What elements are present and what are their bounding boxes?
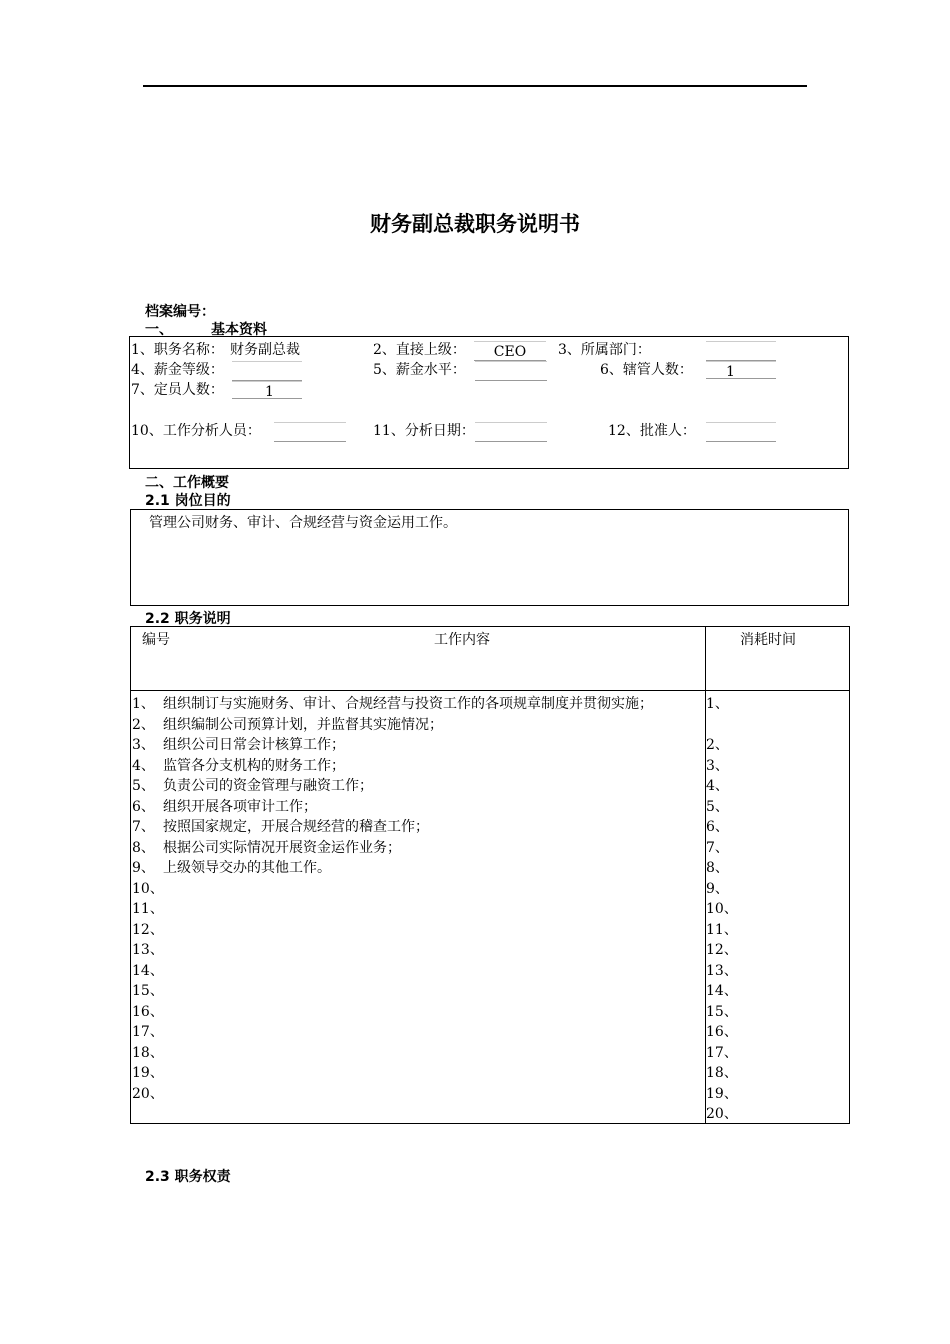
job-name-value: 财务副总裁 — [230, 342, 300, 358]
time-cell: 3、 — [706, 757, 729, 774]
table-row — [132, 920, 703, 941]
task-number: 6、 — [132, 798, 155, 815]
salary-grade-label: 4、薪金等级： — [131, 362, 224, 378]
analyst-field[interactable] — [274, 422, 346, 442]
time-cell: 11、 — [706, 921, 738, 938]
analysis-date-label: 11、分析日期： — [373, 423, 475, 439]
table-row — [132, 981, 703, 1002]
task-text — [163, 961, 703, 982]
task-text — [163, 899, 703, 920]
time-cell: 18、 — [706, 1065, 738, 1081]
time-cell: 6、 — [706, 819, 729, 835]
header-rule — [143, 85, 807, 87]
task-text: 组织公司日常会计核算工作； — [163, 737, 345, 753]
time-cell: 15、 — [706, 1003, 738, 1020]
time-cell: 8、 — [706, 860, 729, 876]
job-name-label: 1、职务名称： — [131, 342, 224, 358]
table-row — [132, 1043, 703, 1064]
section-1-title: 基本资料 — [211, 322, 267, 338]
table-row — [132, 1022, 703, 1043]
time-cell: 2、 — [706, 737, 729, 753]
task-text: 监管各分支机构的财务工作； — [163, 757, 345, 774]
section-2-title: 二、工作概要 — [145, 475, 229, 491]
table-row — [132, 1063, 703, 1084]
table-row — [132, 1084, 703, 1105]
time-cell: 17、 — [706, 1044, 738, 1061]
task-number: 7、 — [132, 819, 155, 835]
task-text — [163, 940, 703, 961]
task-number: 13、 — [132, 942, 164, 958]
table-row — [132, 961, 703, 982]
approver-field[interactable] — [706, 422, 776, 442]
task-text — [163, 1002, 703, 1023]
basic-info-box — [129, 336, 849, 469]
table-row — [132, 715, 703, 736]
task-number: 19、 — [132, 1065, 164, 1081]
task-number: 17、 — [132, 1024, 164, 1040]
task-text: 组织制订与实施财务、审计、合规经营与投资工作的各项规章制度并贯彻实施； — [163, 696, 653, 712]
duties-heading: 2.2 职务说明 — [145, 611, 231, 627]
time-cell: 14、 — [706, 983, 738, 999]
table-row — [132, 838, 703, 859]
table-row — [132, 756, 703, 777]
task-number: 14、 — [132, 962, 164, 979]
time-list — [706, 694, 738, 1125]
task-number: 1、 — [132, 696, 155, 712]
task-text — [163, 1084, 703, 1105]
task-number: 3、 — [132, 737, 155, 753]
time-cell: 16、 — [706, 1024, 738, 1040]
column-header-time: 消耗时间 — [740, 632, 796, 648]
approver-label: 12、批准人： — [608, 423, 696, 439]
task-text: 组织编制公司预算计划，并监督其实施情况； — [163, 716, 443, 733]
salary-level-label: 5、薪金水平： — [373, 362, 466, 378]
task-text — [163, 1063, 703, 1084]
section-1-index: 一、 — [145, 322, 173, 338]
task-number: 18、 — [132, 1044, 164, 1061]
task-list — [132, 694, 703, 1104]
authority-heading: 2.3 职务权责 — [145, 1169, 231, 1185]
salary-level-field[interactable] — [475, 361, 547, 381]
supervisor-field[interactable]: CEO — [474, 341, 546, 361]
task-number: 20、 — [132, 1085, 164, 1102]
time-cell: 19、 — [706, 1085, 738, 1102]
archive-number-label: 档案编号： — [145, 304, 215, 320]
column-header-number: 编号 — [142, 632, 170, 648]
subordinates-label: 6、辖管人数： — [600, 362, 693, 378]
task-number: 11、 — [132, 901, 164, 917]
task-number: 2、 — [132, 716, 155, 733]
task-text — [163, 1022, 703, 1043]
time-cell: 12、 — [706, 942, 738, 958]
task-number: 16、 — [132, 1003, 164, 1020]
time-cell: 1、 — [706, 696, 729, 712]
task-number: 10、 — [132, 880, 164, 897]
time-cell: 10、 — [706, 901, 738, 917]
task-text: 组织开展各项审计工作； — [163, 798, 317, 815]
task-text: 负责公司的资金管理与融资工作； — [163, 778, 373, 794]
time-cell: 7、 — [706, 839, 729, 856]
table-row — [132, 1002, 703, 1023]
time-cell: 4、 — [706, 778, 729, 794]
table-row — [132, 797, 703, 818]
task-number: 9、 — [132, 860, 155, 876]
table-row — [132, 899, 703, 920]
time-cell: 20、 — [706, 1106, 738, 1122]
task-text — [163, 920, 703, 941]
table-row — [132, 694, 703, 715]
headcount-field[interactable]: 1 — [232, 381, 302, 399]
task-number: 4、 — [132, 757, 155, 774]
task-text — [163, 1043, 703, 1064]
purpose-box — [130, 509, 849, 606]
purpose-text: 管理公司财务、审计、合规经营与资金运用工作。 — [149, 515, 457, 531]
task-text — [163, 981, 703, 1002]
task-number: 8、 — [132, 839, 155, 856]
header-divider — [131, 690, 849, 691]
task-text: 上级领导交办的其他工作。 — [163, 860, 331, 876]
task-text — [163, 879, 703, 900]
supervisor-label: 2、直接上级： — [373, 342, 466, 358]
table-row — [132, 879, 703, 900]
table-row — [132, 735, 703, 756]
duties-table — [130, 626, 850, 1124]
table-row — [132, 858, 703, 879]
task-number: 12、 — [132, 921, 164, 938]
task-text: 根据公司实际情况开展资金运作业务； — [163, 839, 401, 856]
headcount-label: 7、定员人数： — [131, 382, 224, 398]
analysis-date-field[interactable] — [475, 422, 547, 442]
department-field[interactable] — [706, 341, 776, 361]
table-row — [132, 776, 703, 797]
salary-grade-field[interactable] — [232, 361, 302, 381]
time-cell: 9、 — [706, 880, 729, 897]
column-header-content: 工作内容 — [434, 632, 490, 648]
task-number: 5、 — [132, 778, 155, 794]
task-text: 按照国家规定，开展合规经营的稽查工作； — [163, 819, 429, 835]
time-cell: 5、 — [706, 798, 729, 815]
analyst-label: 10、工作分析人员： — [131, 423, 261, 439]
document-title: 财务副总裁职务说明书 — [370, 212, 580, 236]
table-row — [132, 940, 703, 961]
purpose-heading: 2.1 岗位目的 — [145, 493, 231, 509]
table-row — [132, 817, 703, 838]
department-label: 3、所属部门： — [558, 342, 651, 358]
subordinates-field[interactable]: 1 — [706, 361, 776, 379]
time-cell: 13、 — [706, 962, 738, 979]
task-number: 15、 — [132, 983, 164, 999]
